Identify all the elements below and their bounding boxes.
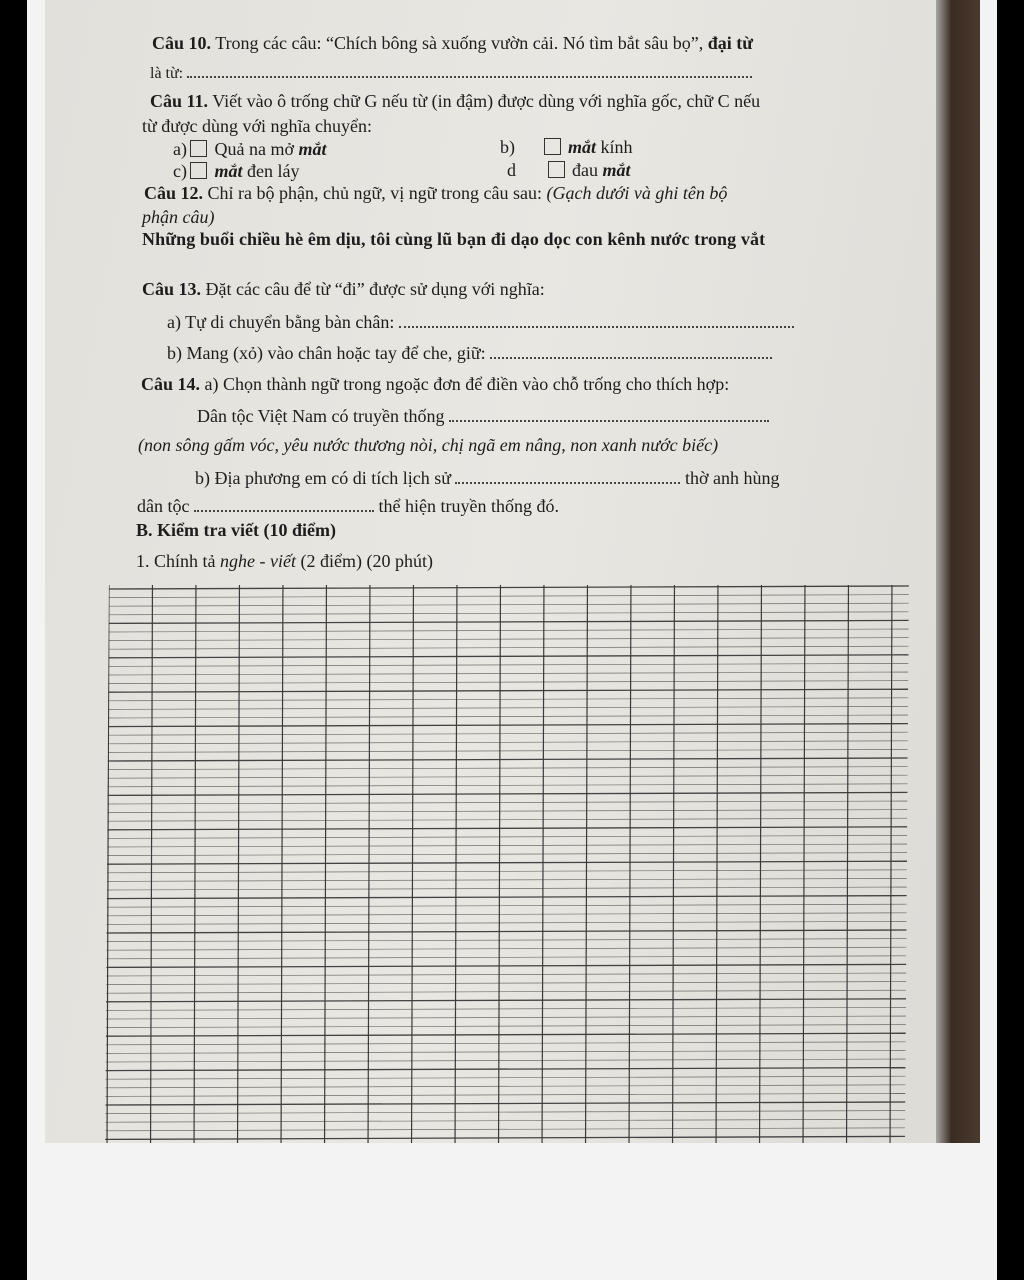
q13-b-answer-dots[interactable] bbox=[490, 343, 772, 359]
grid-row-line bbox=[105, 1093, 905, 1096]
q10-answer-line bbox=[150, 62, 752, 85]
q12-sentence: Những buổi chiều hè êm dịu, tôi cùng lũ bạn đi dạo dọc con kênh nước trong vắt bbox=[142, 229, 766, 249]
q10-text: Trong các câu: “Chích bông sà xuống vườn cải. Nó tìm bắt sâu bọ”, bbox=[215, 33, 704, 53]
grid-row-line bbox=[106, 1016, 906, 1019]
question-13 bbox=[142, 278, 545, 300]
q10-answer-dots[interactable] bbox=[187, 62, 752, 78]
grid-column-line bbox=[714, 585, 720, 1143]
q14-a-answer-dots[interactable] bbox=[449, 406, 769, 422]
grid-row-line bbox=[108, 724, 908, 727]
grid-row-line bbox=[107, 792, 907, 795]
grid-row-line bbox=[109, 620, 909, 623]
q10-bold-tail: đại từ bbox=[707, 33, 754, 53]
grid-row-line bbox=[106, 964, 906, 967]
grid-row-line bbox=[105, 1136, 905, 1139]
grid-column-line bbox=[584, 585, 590, 1143]
q14-line-a: Dân tộc Việt Nam có truyền thống bbox=[197, 405, 769, 427]
grid-row-line bbox=[107, 921, 907, 924]
q14-idioms: (non sông gấm vóc, yêu nước thương nòi, chị ngã em nâng, non xanh nước biếc) bbox=[138, 435, 719, 455]
grid-row-line bbox=[107, 835, 907, 838]
q12-number: Câu 12. bbox=[144, 183, 204, 203]
grid-row-line bbox=[106, 1025, 906, 1028]
grid-column-line bbox=[497, 585, 503, 1143]
grid-row-line bbox=[107, 887, 907, 890]
grid-row-line bbox=[108, 646, 908, 649]
grid-row-line bbox=[107, 870, 907, 873]
grid-row-line bbox=[107, 930, 907, 933]
grid-row-line bbox=[108, 681, 908, 684]
q12-italic-line2: phận câu) bbox=[142, 207, 215, 227]
grid-lines bbox=[105, 585, 909, 1143]
grid-row-line bbox=[108, 706, 908, 709]
answer-checkbox[interactable] bbox=[544, 138, 561, 155]
grid-row-line bbox=[108, 689, 908, 692]
grid-row-line bbox=[106, 990, 906, 993]
q10-line2-label: là từ: bbox=[150, 65, 184, 82]
grid-row-line bbox=[107, 810, 907, 813]
grid-row-line bbox=[107, 853, 907, 856]
grid-row-line bbox=[109, 638, 909, 641]
grid-row-line bbox=[108, 758, 908, 761]
grid-row-line bbox=[109, 612, 909, 615]
grid-row-line bbox=[106, 1042, 906, 1045]
q11-option-b: b) mắt kính bbox=[500, 137, 633, 157]
grid-row-line bbox=[108, 672, 908, 675]
grid-row-line bbox=[107, 878, 907, 881]
grid-row-line bbox=[107, 827, 907, 830]
question-14 bbox=[141, 373, 729, 395]
grid-row-line bbox=[108, 775, 908, 778]
grid-row-line bbox=[105, 1119, 905, 1122]
question-12 bbox=[144, 182, 727, 204]
grid-column-line bbox=[366, 585, 372, 1143]
grid-column-line bbox=[540, 585, 546, 1143]
q11-option-c: c) mắt đen láy bbox=[173, 161, 300, 181]
exam-sheet bbox=[45, 0, 950, 1143]
grid-row-line bbox=[106, 982, 906, 985]
grid-row-line bbox=[108, 749, 908, 752]
grid-row-line bbox=[107, 896, 907, 899]
grid-row-line bbox=[109, 595, 909, 598]
grid-row-line bbox=[106, 1059, 906, 1062]
section-b-title: B. Kiểm tra viết (10 điểm) bbox=[136, 520, 336, 540]
grid-row-line bbox=[107, 844, 907, 847]
grid-row-line bbox=[107, 904, 907, 907]
grid-column-line bbox=[453, 585, 459, 1143]
answer-checkbox[interactable] bbox=[190, 140, 207, 157]
grid-row-line bbox=[105, 1076, 905, 1079]
q11-text: Viết vào ô trống chữ G nếu từ (in đậm) được dùng với nghĩa gốc, chữ C nếu bbox=[212, 91, 761, 111]
q14-b-answer-dots[interactable] bbox=[455, 468, 680, 484]
q13-text: Đặt các câu để từ “đi” được sử dụng với nghĩa: bbox=[205, 279, 545, 299]
grid-column-line bbox=[627, 585, 633, 1143]
grid-row-line bbox=[106, 1050, 906, 1053]
answer-checkbox[interactable] bbox=[190, 162, 207, 179]
q14-number: Câu 14. bbox=[141, 374, 201, 394]
q10-number: Câu 10. bbox=[152, 33, 212, 53]
grid-row-line bbox=[106, 956, 906, 959]
grid-row-line bbox=[105, 1128, 905, 1131]
grid-row-line bbox=[106, 1007, 906, 1010]
grid-row-line bbox=[106, 1033, 906, 1036]
grid-row-line bbox=[107, 861, 907, 864]
q12-text: Chỉ ra bộ phận, chủ ngữ, vị ngữ trong câu sau: bbox=[207, 183, 542, 203]
grid-row-line bbox=[105, 1102, 905, 1105]
grid-row-line bbox=[106, 939, 906, 942]
handwriting-grid[interactable] bbox=[105, 585, 909, 1143]
grid-row-line bbox=[109, 603, 909, 606]
photo-background-edge bbox=[936, 0, 980, 1143]
question-11 bbox=[150, 90, 760, 112]
grid-row-line bbox=[106, 1068, 906, 1071]
grid-row-line bbox=[108, 784, 908, 787]
q13-a-answer-dots[interactable] bbox=[399, 312, 794, 328]
grid-row-line bbox=[108, 767, 908, 770]
grid-row-line bbox=[106, 973, 906, 976]
grid-row-line bbox=[105, 1111, 905, 1114]
q14-line-b: b) Địa phương em có di tích lịch sử thờ anh hùng bbox=[195, 468, 780, 488]
q14-text: a) Chọn thành ngữ trong ngoặc đơn để điền vào chỗ trống cho thích hợp: bbox=[204, 374, 730, 394]
question-10 bbox=[152, 32, 753, 54]
q11-option-d: d đau mắt bbox=[507, 160, 631, 180]
grid-row-line bbox=[107, 801, 907, 804]
q11-option-a: a) Quả na mở mắt bbox=[173, 139, 327, 159]
answer-checkbox[interactable] bbox=[548, 161, 565, 178]
section-b-item-1: 1. Chính tả nghe - viết (2 điểm) (20 phút) bbox=[136, 551, 433, 571]
grid-row-line bbox=[108, 715, 908, 718]
grid-row-line bbox=[108, 698, 908, 701]
q14-line-b2: dân tộc thể hiện truyền thống đó. bbox=[137, 496, 559, 516]
grid-row-line bbox=[107, 818, 907, 821]
q13-number: Câu 13. bbox=[142, 279, 202, 299]
q13-item-a: a) Tự di chuyển bằng bàn chân: bbox=[167, 311, 794, 333]
grid-row-line bbox=[106, 999, 906, 1002]
q14-b2-answer-dots[interactable] bbox=[194, 496, 374, 512]
exam-photo bbox=[45, 0, 980, 1143]
grid-row-line bbox=[108, 741, 908, 744]
q11-line2: từ được dùng với nghĩa chuyển: bbox=[142, 116, 373, 136]
grid-row-line bbox=[106, 947, 906, 950]
grid-row-line bbox=[109, 586, 909, 589]
q11-number: Câu 11. bbox=[150, 91, 209, 111]
grid-column-line bbox=[671, 585, 677, 1143]
q12-italic: (Gạch dưới và ghi tên bộ bbox=[546, 183, 728, 203]
grid-column-line bbox=[410, 585, 416, 1143]
grid-row-line bbox=[105, 1085, 905, 1088]
q13-item-b: b) Mang (xỏ) vào chân hoặc tay để che, giữ: bbox=[167, 342, 772, 364]
grid-row-line bbox=[108, 663, 908, 666]
grid-row-line bbox=[108, 655, 908, 658]
grid-row-line bbox=[108, 732, 908, 735]
grid-row-line bbox=[109, 629, 909, 632]
grid-row-line bbox=[107, 913, 907, 916]
